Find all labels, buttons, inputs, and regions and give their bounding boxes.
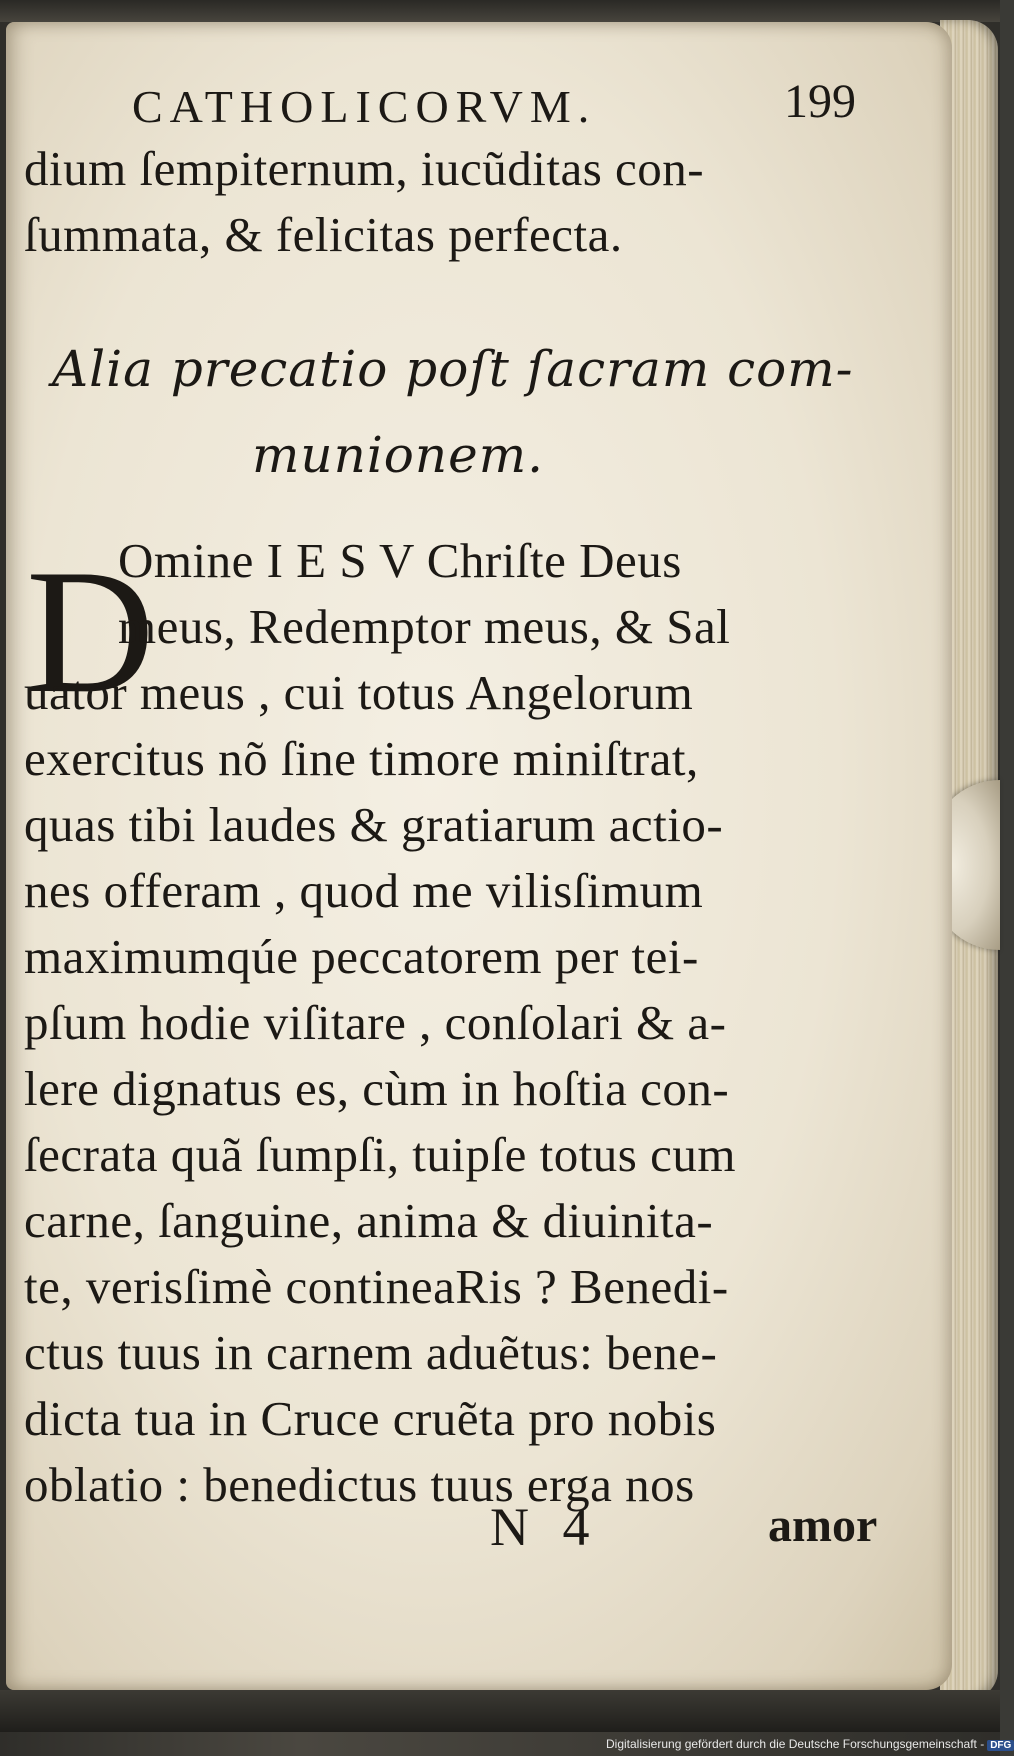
text-line: pſum hodie viſitare , conſolari & a- <box>24 995 727 1050</box>
text-line: uator meus , cui totus Angelorum <box>24 665 694 720</box>
text-line: dicta tua in Cruce cruẽta pro nobis <box>24 1391 717 1446</box>
binding-bottom-edge <box>0 1690 1000 1732</box>
section-heading-line: Alia precatio poſt ſacram com- <box>52 340 854 398</box>
credit-text: Digitalisierung gefördert durch die Deutsche Forschungsgemeinschaft - <box>606 1737 985 1751</box>
digitization-credit <box>606 1737 1014 1751</box>
text-line: ſecrata quã ſumpſi, tuipſe totus cum <box>24 1127 736 1182</box>
drop-cap-initial: D <box>26 532 155 730</box>
text-line: quas tibi laudes & gratiarum actio- <box>24 797 724 852</box>
text-line: meus, Redemptor meus, & Sal <box>118 599 731 654</box>
text-line: nes offeram , quod me vilisſimum <box>24 863 704 918</box>
text-line: exercitus nõ ſine timore miniſtrat, <box>24 731 699 786</box>
text-line: oblatio : benedictus tuus erga nos <box>24 1457 695 1512</box>
book-page <box>6 22 952 1690</box>
text-line: lere dignatus es, cùm in hoſtia con- <box>24 1061 730 1116</box>
page-number: 199 <box>784 75 856 128</box>
dfg-logo: DFG <box>987 1740 1014 1751</box>
text-line: te, verisſimè contineaRis ? Benedi- <box>24 1259 729 1314</box>
section-heading-line: munionem. <box>252 426 545 484</box>
text-line: maximumqúe peccatorem per tei- <box>24 929 699 984</box>
running-head-title: CATHOLICORVM. <box>132 81 597 132</box>
catchword: amor <box>768 1499 878 1552</box>
text-line: dium ſempiternum, iucũditas con- <box>24 141 705 196</box>
text-line: ſummata, & felicitas perfecta. <box>24 207 623 262</box>
text-line: carne, ſanguine, anima & diuinita- <box>24 1193 714 1248</box>
text-line: ctus tuus in carnem aduẽtus: bene- <box>24 1325 718 1380</box>
text-line: Omine I E S V Chriſte Deus <box>118 533 682 588</box>
signature-mark: N 4 <box>490 1497 600 1557</box>
binding-top-edge <box>0 0 1000 22</box>
